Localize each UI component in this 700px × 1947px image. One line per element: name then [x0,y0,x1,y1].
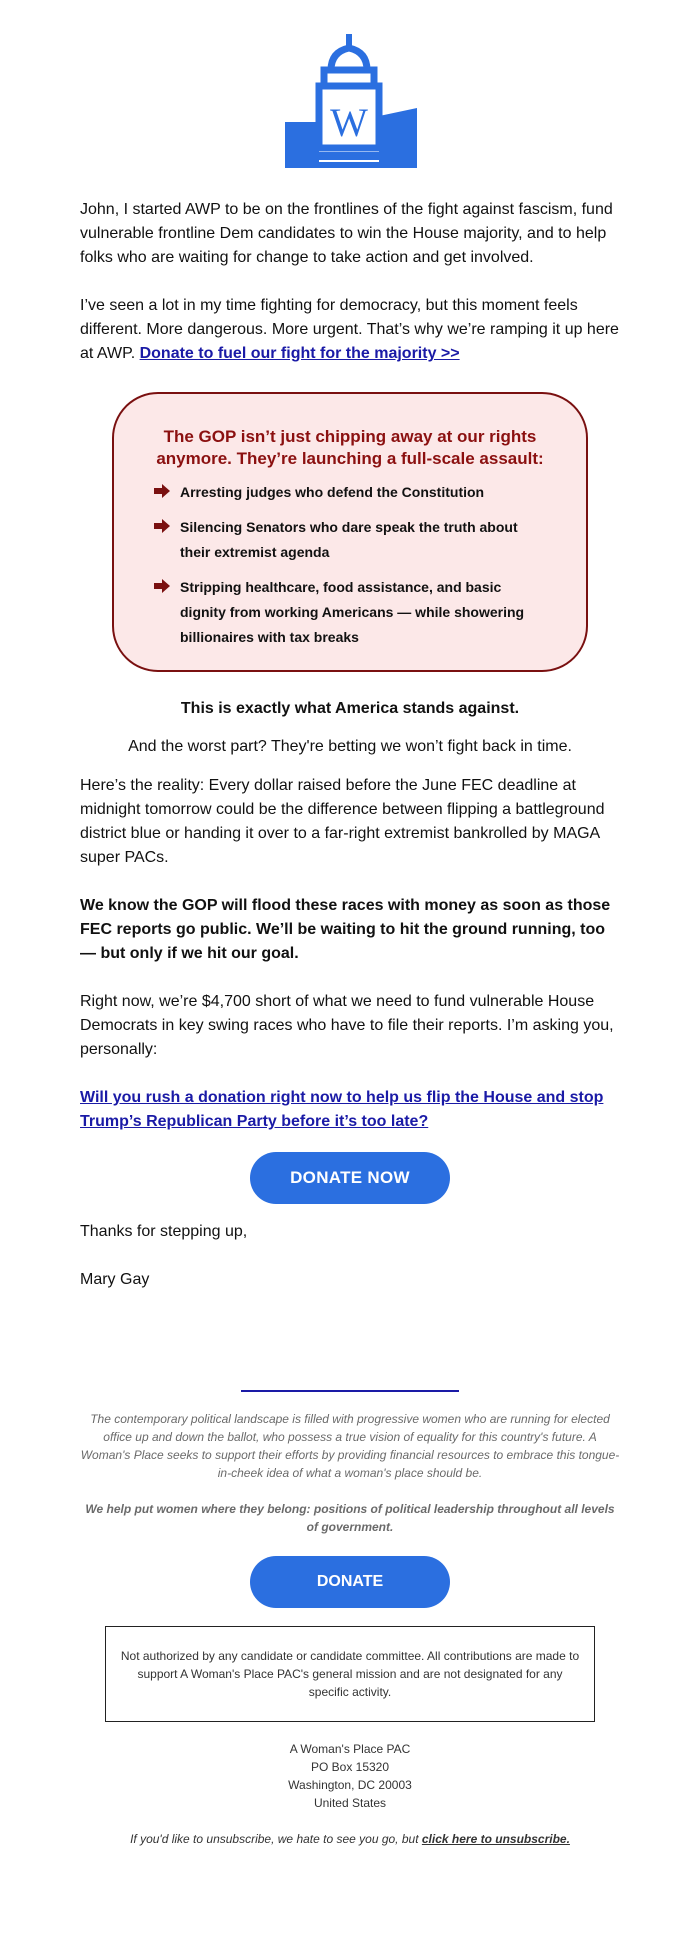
arrow-right-icon [154,519,170,533]
signature-name: Mary Gay [80,1271,150,1288]
reality-paragraph: Here’s the reality: Every dollar raised before the June FEC deadline at midnight tomorrow could be the difference between flipping a battleground district blue or handing it over to a far-right extremist bankrolled by MAGA super PACs. [80,777,605,866]
disclaimer-box: Not authorized by any candidate or candidate committee. All contributions are made to support A Woman's Place PAC's general mission and are not designated for any specific activity. [105,1626,595,1722]
arrow-right-icon [154,579,170,593]
arrow-right-icon [154,484,170,498]
intro-paragraph-1: John, I started AWP to be on the frontlines of the fight against fascism, fund vulnerable frontline Dem candidates to win the House majority, and to help folks who are waiting for change to take action and get involved. [80,201,613,266]
donate-majority-link[interactable]: Donate to fuel our fight for the majority >> [139,345,460,362]
unsubscribe-line [80,1830,620,1848]
donate-now-button[interactable]: DONATE NOW [250,1152,450,1204]
worst-part-text: And the worst part? They're betting we won’t fight back in time. [128,738,572,755]
unsubscribe-text: If you'd like to unsubscribe, we hate to see you go, but [130,1832,422,1846]
footer-tagline: We help put women where they belong: positions of political leadership throughout all levels of government. [85,1502,615,1534]
intro-paragraph-2-text: I’ve seen a lot in my time fighting for democracy, but this moment feels different. More dangerous. More urgent. That’s why we’re ramping it up here at AWP. [80,297,619,362]
intro-paragraph-2 [80,294,620,366]
callout-item-text: Stripping healthcare, food assistance, and basic dignity from working Americans — while showering billionaires with tax breaks [180,579,525,645]
address-line: A Woman's Place PAC [289,1742,411,1756]
shortfall-paragraph: Right now, we’re $4,700 short of what we need to fund vulnerable House Democrats in key swing races who have to file their reports. I’m asking you, personally: [80,993,614,1058]
callout-item-text: Silencing Senators who dare speak the truth about their extremist agenda [180,519,518,560]
rush-donation-paragraph [80,1086,620,1134]
capitol-dome-w-icon [279,32,421,174]
america-stands-heading: This is exactly what America stands against. [180,700,520,717]
unsubscribe-link[interactable]: click here to unsubscribe. [421,1832,570,1846]
footer-divider [241,1390,459,1392]
gop-flood-paragraph: We know the GOP will flood these races with money as soon as those FEC reports go public. We’ll be waiting to hit the ground running, too — but only if we hit our goal. [80,897,611,962]
gop-assault-callout [112,392,588,672]
callout-item [154,515,546,565]
address-line: Washington, DC 20003 [288,1778,412,1792]
callout-item [154,480,546,505]
rush-donation-link[interactable]: Will you rush a donation right now to help us flip the House and stop Trump’s Republican Party before it’s too late? [80,1089,604,1130]
thanks-text: Thanks for stepping up, [80,1223,248,1240]
logo-letter: W [330,100,368,145]
footer-blurb: The contemporary political landscape is filled with progressive women who are running for elected office up and down the ballot, who possess a true vision of equality for this country's future. A Woman's Place seeks to support their efforts by providing financial resources to embrace this tongue-in-cheek idea of what a woman's place should be. [80,1412,620,1480]
address-line: PO Box 15320 [310,1760,390,1774]
callout-item [154,575,546,650]
email-container [80,32,620,1848]
callout-item-text: Arresting judges who defend the Constitution [180,484,485,500]
footer-donate-button[interactable]: DONATE [250,1556,450,1608]
callout-headline: The GOP isn’t just chipping away at our rights anymore. They’re launching a full-scale assault: [156,427,544,468]
mailing-address [80,1740,620,1812]
address-line: United States [313,1796,387,1810]
